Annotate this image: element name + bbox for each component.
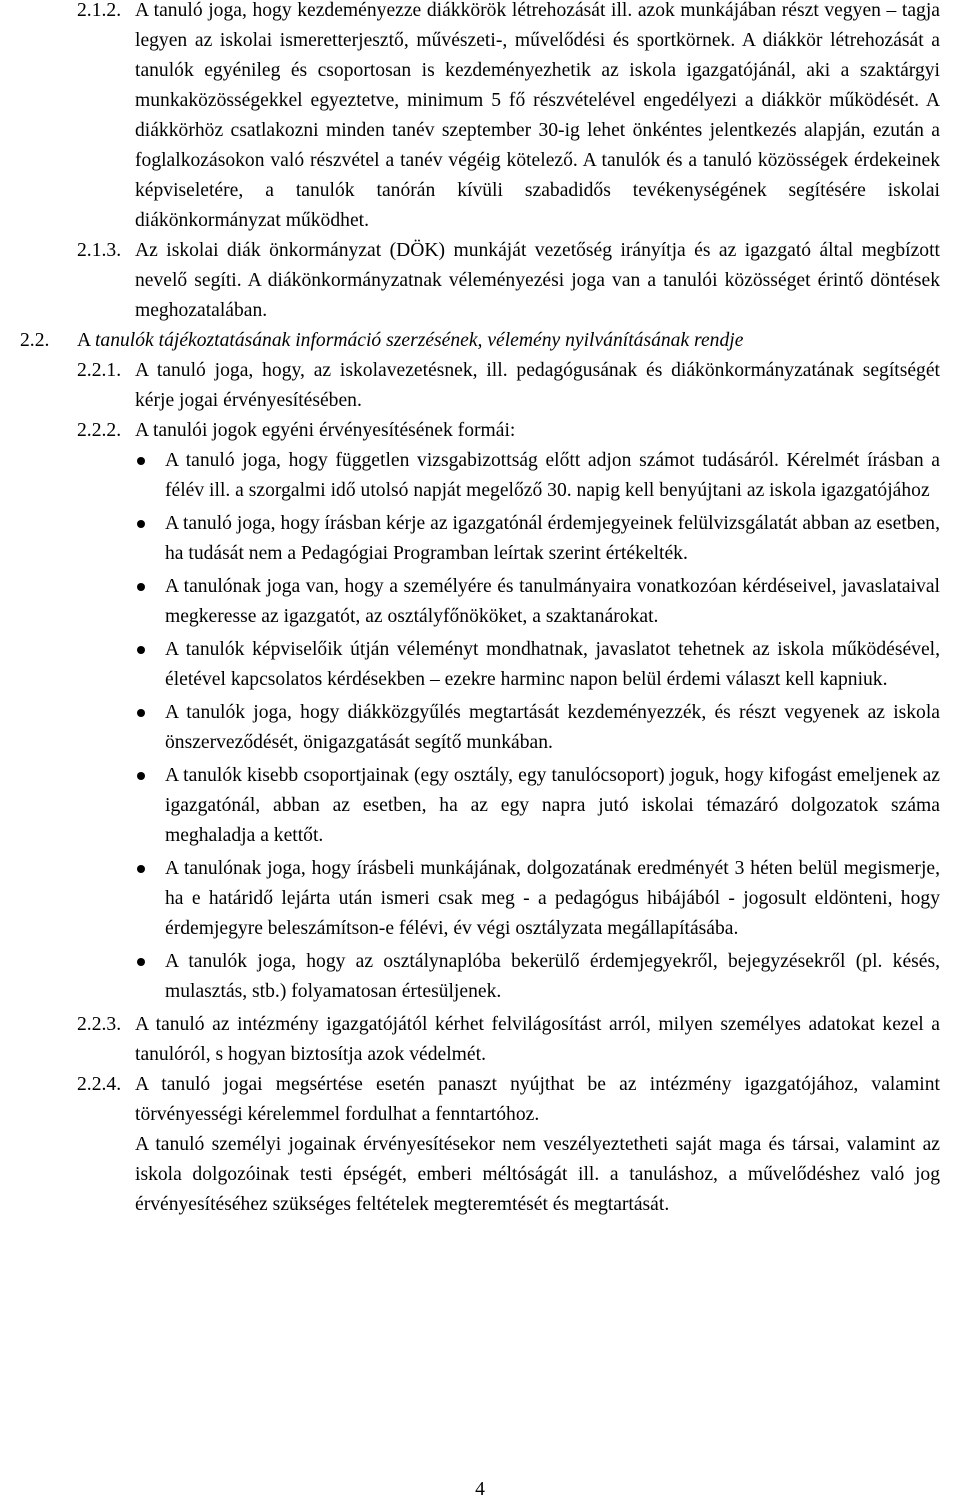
bullet-icon xyxy=(137,646,145,654)
section-number-2-2-2: 2.2.2. xyxy=(77,420,122,441)
section-number-2-1-2: 2.1.2. xyxy=(77,0,122,21)
list-item xyxy=(135,854,940,944)
section-number-2-2-3: 2.2.3. xyxy=(77,1014,122,1035)
list-item xyxy=(135,509,940,569)
section-number-2-2: 2.2. xyxy=(20,330,50,351)
bullet-icon xyxy=(137,772,145,780)
section-number-2-2-1: 2.2.1. xyxy=(77,360,122,381)
list-item-text: A tanuló joga, hogy független vizsgabizottság előtt adjon számot tudásáról. Kérelmét írásban a félév ill. a szorgalmi idő utolsó napját megelőző 30. napig kell benyújtani az iskola igazgatójához xyxy=(165,450,940,501)
section-2-2-4-paragraph-2: A tanuló személyi jogainak érvényesítésekor nem veszélyeztetheti saját maga és társai, valamint az iskola dolgozóinak testi épségét, emberi méltóságát ill. a tanuláshoz, a művelődéshez való jog érvényesítéséhez szükséges feltételek megteremtését és megtartását. xyxy=(135,1134,940,1215)
section-number-2-2-4: 2.2.4. xyxy=(77,1074,122,1095)
list-item xyxy=(135,572,940,632)
list-item xyxy=(135,635,940,695)
list-item-text: A tanulónak joga, hogy írásbeli munkájának, dolgozatának eredményét 3 héten belül megismerje, ha e határidő lejárta után ismeri csak meg - a pedagógus hibájából - jogosult eldönteni, hogy érdemjegyre beleszámítson-e félévi, év végi osztályzata megállapításába. xyxy=(165,858,940,939)
list-item-text: A tanulónak joga van, hogy a személyére és tanulmányaira vonatkozóan kérdéseivel, javaslataival megkeresse az igazgatót, az osztályfőnököket, a szaktanárokat. xyxy=(165,576,940,627)
list-item xyxy=(135,698,940,758)
bullet-icon xyxy=(137,709,145,717)
section-2-2-4-text xyxy=(135,1070,940,1220)
page-number: 4 xyxy=(475,1479,485,1500)
section-2-2-prefix: A xyxy=(77,330,95,351)
bullet-icon xyxy=(137,958,145,966)
section-2-1-2-text: A tanuló joga, hogy kezdeményezze diákkörök létrehozását ill. azok munkájában részt vegyen – tagja legyen az iskolai ismeretterjesztő, művészeti-, művelődési és sportkörnek. A diákkör létrehozását a tanulók egyénileg és csoportosan is kezdeményezhetik az iskola igazgatójánál, aki a szaktárgyi munkaközösségekkel egyeztetve, minimum 5 fő részvételével engedélyezi a diákkör működését. A diákkörhöz csatlakozni minden tanév szeptember 30-ig lehet önkéntes jelentkezés alapján, ezután a foglalkozásokon való részvétel a tanév végéig kötelező. A tanulók és a tanuló közösségek érdekeinek képviseletére, a tanulók tanórán kívüli szabadidős tevékenységének segítésére iskolai diákönkormányzat működhet. xyxy=(135,0,940,231)
list-item-text: A tanuló joga, hogy írásban kérje az igazgatónál érdemjegyeinek felülvizsgálatát abban az esetben, ha tudását nem a Pedagógiai Programban leírtak szerint értékelték. xyxy=(165,513,940,564)
list-item-text: A tanulók joga, hogy az osztálynaplóba bekerülő érdemjegyekről, bejegyzésekről (pl. késés, mulasztás, stb.) folyamatosan értesüljenek. xyxy=(165,951,940,1002)
section-2-2-4-paragraph-1: A tanuló jogai megsértése esetén panaszt nyújthat be az intézmény igazgatójához, valamint törvényességi kérelemmel fordulhat a fenntartóhoz. xyxy=(135,1074,940,1125)
bullet-icon xyxy=(137,583,145,591)
list-item-text: A tanulók képviselőik útján véleményt mondhatnak, javaslatot tehetnek az iskola működésével, életével kapcsolatos kérdésekben – ezekre harminc napon belül érdemi választ kell kapniuk. xyxy=(165,639,940,690)
section-2-2-3-text: A tanuló az intézmény igazgatójától kérhet felvilágosítást arról, milyen személyes adatokat kezel a tanulóról, s hogyan biztosítja azok védelmét. xyxy=(135,1014,940,1065)
rights-bullet-list xyxy=(135,446,940,1010)
list-item-text: A tanulók kisebb csoportjainak (egy osztály, egy tanulócsoport) joguk, hogy kifogást emeljenek az igazgatónál, abban az esetben, ha az egy napra jutó iskolai témazáró dolgozatok száma meghaladja a kettőt. xyxy=(165,765,940,846)
list-item-text: A tanulók joga, hogy diákközgyűlés megtartását kezdeményezzék, és részt vegyenek az iskola önszerveződését, önigazgatását segítő munkában. xyxy=(165,702,940,753)
list-item xyxy=(135,446,940,506)
section-2-2-title: tanulók tájékoztatásának információ szerzésének, vélemény nyilvánításának rendje xyxy=(94,330,744,351)
section-2-1-3-text: Az iskolai diák önkormányzat (DÖK) munkáját vezetőség irányítja és az igazgató által megbízott nevelő segíti. A diákönkormányzatnak véleményezési joga van a tanulói közösséget érintő döntések meghozatalában. xyxy=(135,240,940,321)
section-2-2-heading xyxy=(77,326,940,356)
section-2-2-2-text: A tanulói jogok egyéni érvényesítésének formái: xyxy=(135,420,516,441)
list-item xyxy=(135,761,940,851)
bullet-icon xyxy=(137,457,145,465)
bullet-icon xyxy=(137,865,145,873)
section-number-2-1-3: 2.1.3. xyxy=(77,240,122,261)
section-2-2-1-text: A tanuló joga, hogy, az iskolavezetésnek, ill. pedagógusának és diákönkormányzatának segítségét kérje jogai érvényesítésében. xyxy=(135,360,940,411)
bullet-icon xyxy=(137,520,145,528)
list-item xyxy=(135,947,940,1007)
